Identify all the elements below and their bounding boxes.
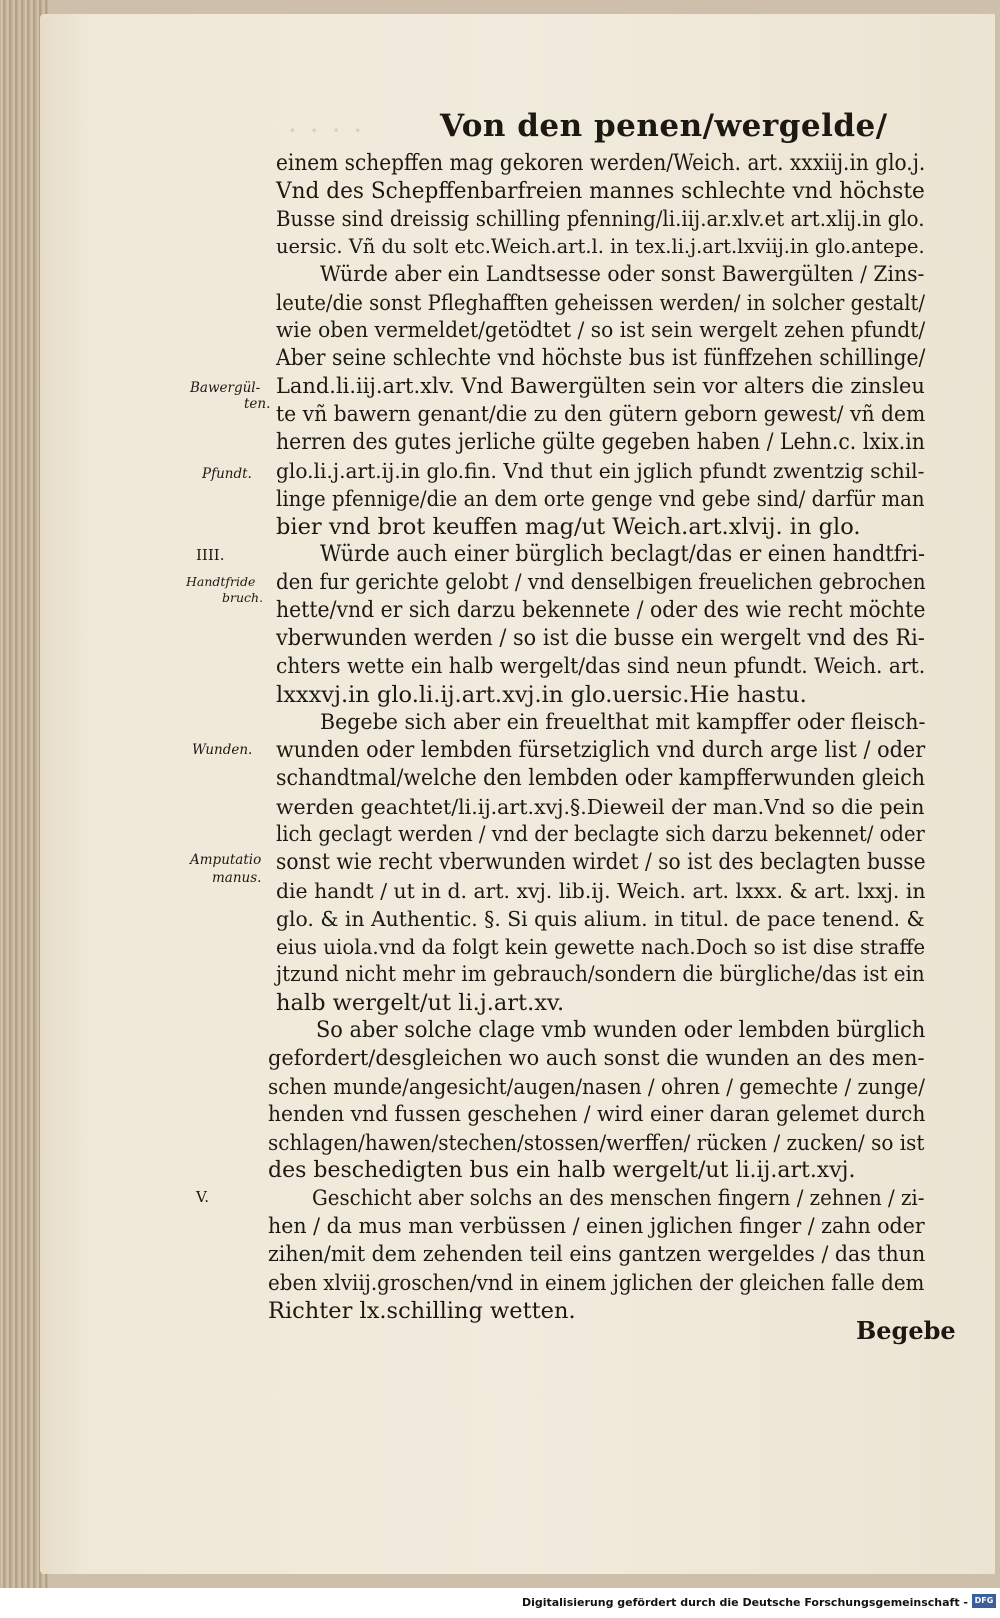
margin-note: bruch. — [222, 590, 264, 605]
text-line: einem schepffen mag gekoren werden/Weich. art. xxxiij.in glo.j. — [276, 150, 926, 176]
text-line: die handt / ut in d. art. xvj. lib.ij. Weich. art. lxxx. & art. lxxj. in — [276, 879, 926, 903]
text-line: wie oben vermeldet/getödtet / so ist sein wergelt zehen pfundt/ — [276, 318, 926, 343]
text-line: leute/die sonst Pfleghafften geheissen werden/ in solcher gestalt/ — [276, 291, 926, 315]
text-line: Vnd des Schepffenbarfreien mannes schlechte vnd höchste — [276, 178, 925, 204]
text-line: halb wergelt/ut li.j.art.xv. — [276, 990, 565, 1016]
margin-note: manus. — [212, 870, 262, 886]
text-line: hette/vnd er sich darzu bekennete / oder des wie recht möchte — [276, 598, 926, 623]
text-line: te vñ bawern genant/die zu den gütern geborn gewest/ vñ dem — [276, 402, 926, 427]
text-line: henden vnd fussen geschehen / wird einer daran gelemet durch — [268, 1102, 926, 1127]
catchword: Begebe — [856, 1316, 956, 1345]
margin-note: Bawergül- — [190, 380, 261, 396]
text-line: Begebe sich aber ein freuelthat mit kampffer oder fleisch- — [320, 710, 926, 735]
text-line: Würde aber ein Landtsesse oder sonst Bawergülten / Zins- — [320, 262, 925, 287]
margin-note: Handtfride — [186, 574, 256, 589]
bleed-through-text: · · · · — [288, 114, 365, 147]
text-line: lich geclagt werden / vnd der beclagte sich darzu bekennet/ oder — [276, 822, 925, 847]
margin-note: IIII. — [196, 546, 225, 564]
text-line: den fur gerichte gelobt / vnd denselbigen freuelichen gebrochen — [276, 570, 926, 595]
text-line: sonst wie recht vberwunden wirdet / so ist des beclagten busse — [276, 850, 926, 875]
margin-note: ten. — [244, 396, 271, 412]
text-line: hen / da mus man verbüssen / einen jglichen finger / zahn oder — [268, 1214, 925, 1239]
text-line: schen munde/angesicht/augen/nasen / ohren / gemechte / zunge/ — [268, 1075, 925, 1099]
margin-note: Amputatio — [190, 852, 262, 868]
margin-note: V. — [196, 1188, 209, 1206]
text-line: Aber seine schlechte vnd höchste bus ist fünffzehen schillinge/ — [276, 346, 926, 371]
dfg-logo: DFG — [972, 1594, 996, 1608]
text-line: werden geachtet/li.ij.art.xvj.§.Dieweil der man.Vnd so die pein — [276, 795, 925, 819]
text-line: Würde auch einer bürglich beclagt/das er einen handtfri- — [320, 542, 926, 567]
text-line: chters wette ein halb wergelt/das sind neun pfundt. Weich. art. — [276, 654, 926, 679]
text-line: So aber solche clage vmb wunden oder lembden bürglich — [316, 1018, 926, 1043]
text-line: herren des gutes jerliche gülte gegeben haben / Lehn.c. lxix.in — [276, 430, 925, 455]
text-line: glo. & in Authentic. §. Si quis alium. in titul. de pace tenend. & — [276, 907, 925, 931]
text-line: glo.li.j.art.ij.in glo.fin. Vnd thut ein jglich pfundt zwentzig schil- — [276, 459, 925, 483]
footer-bar — [0, 1588, 1000, 1618]
footer-credit: Digitalisierung gefördert durch die Deutsche Forschungsgemeinschaft - — [521, 1596, 968, 1609]
text-line: uersic. Vñ du solt etc.Weich.art.l. in tex.li.j.art.lxviij.in glo.antepe. — [276, 235, 925, 258]
text-line: wunden oder lembden fürsetziglich vnd durch arge list / oder — [276, 738, 926, 763]
text-line: eben xlviij.groschen/vnd in einem jglichen der gleichen falle dem — [268, 1271, 925, 1295]
text-line: bier vnd brot keuffen mag/ut Weich.art.xlvij. in glo. — [276, 514, 861, 540]
text-line: Geschicht aber solchs an des menschen fingern / zehnen / zi- — [312, 1186, 925, 1211]
text-line: zihen/mit dem zehenden teil eins gantzen wergeldes / das thun — [268, 1242, 926, 1267]
text-line: schandtmal/welche den lembden oder kampfferwunden gleich — [276, 766, 925, 791]
margin-note: Wunden. — [192, 742, 253, 758]
text-line: des beschedigten bus ein halb wergelt/ut li.ij.art.xvj. — [268, 1158, 856, 1183]
text-line: eius uiola.vnd da folgt kein gewette nach.Doch so ist dise straffe — [276, 935, 926, 959]
text-line: linge pfennige/die an dem orte genge vnd gebe sind/ darfür man — [276, 487, 925, 511]
text-line: jtzund nicht mehr im gebrauch/sondern die bürgliche/das ist ein — [276, 962, 925, 987]
text-line: lxxxvj.in glo.li.ij.art.xvj.in glo.uersic.Hie hastu. — [276, 682, 807, 708]
text-line: schlagen/hawen/stechen/stossen/werffen/ rücken / zucken/ so ist — [268, 1131, 925, 1155]
text-line: Richter lx.schilling wetten. — [268, 1298, 576, 1324]
text-line: Busse sind dreissig schilling pfenning/li.iij.ar.xlv.et art.xlij.in glo. — [276, 207, 925, 231]
margin-note: Pfundt. — [202, 466, 252, 482]
text-line: Land.li.iij.art.xlv. Vnd Bawergülten sein vor alters die zinsleu — [276, 374, 925, 399]
text-line: gefordert/desgleichen wo auch sonst die wunden an des men- — [268, 1046, 925, 1071]
text-line: vberwunden werden / so ist die busse ein wergelt vnd des Ri- — [276, 626, 925, 651]
page-header: Von den penen/wergelde/ — [440, 108, 888, 144]
